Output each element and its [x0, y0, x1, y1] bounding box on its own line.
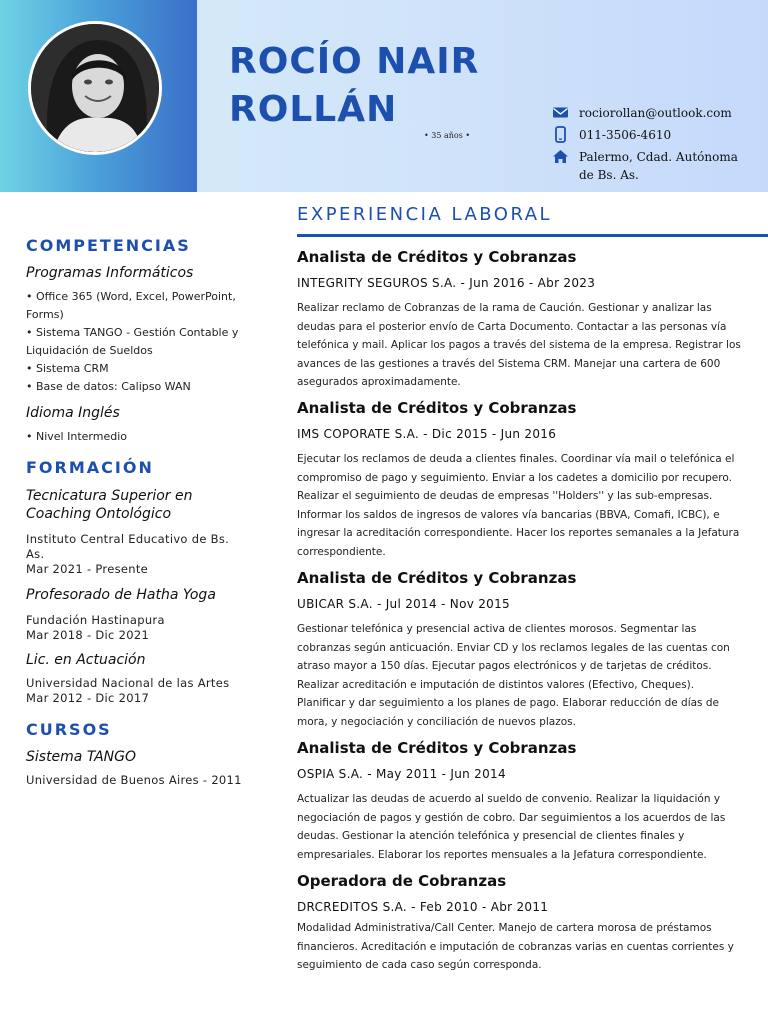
phone-icon	[552, 126, 569, 143]
list-item: • Base de datos: Calipso WAN	[26, 380, 191, 393]
formacion-title: FORMACIÓN	[26, 458, 154, 477]
contact-email[interactable]: rociorollan@outlook.com	[579, 106, 732, 120]
formacion-item-title: Profesorado de Hatha Yoga	[26, 587, 216, 603]
job-description: Ejecutar los reclamos de deuda a clientes finales. Coordinar vía mail o telefónica el compromiso de pago y seguimiento. Enviar a los cadetes a domicilio por recupero. Realizar el seguimiento de deudas de empresas ''Holders'' y las sub-empresas. Informar los saldos de ingresos de valores vía bancarias (BBVA, Comafi, ICBC), e ingresar la acreditación correspondiente. Hacer los reportes semanales a la Jefatura correspondiente.	[297, 453, 740, 558]
job-entry	[297, 247, 745, 392]
left-column	[26, 236, 251, 788]
formacion-item-dates: Mar 2021 - Presente	[26, 562, 149, 576]
job-company: UBICAR S.A. - Jul 2014 - Nov 2015	[297, 597, 510, 611]
competencias-title: COMPETENCIAS	[26, 236, 191, 255]
contact-address	[579, 148, 738, 184]
name-line-1: ROCÍO NAIR	[229, 41, 480, 82]
job-entry	[297, 568, 745, 731]
formacion-item	[26, 487, 251, 577]
age-label: • 35 años •	[424, 131, 471, 140]
list-item: • Office 365 (Word, Excel, PowerPoint, Forms)	[26, 290, 236, 321]
formacion-item-title: Lic. en Actuación	[26, 652, 146, 668]
idioma-level: • Nivel Intermedio	[26, 430, 127, 443]
job-company: INTEGRITY SEGUROS S.A. - Jun 2016 - Abr 2023	[297, 276, 596, 290]
formacion-item	[26, 651, 251, 706]
programas-list	[26, 288, 251, 396]
job-entry	[297, 871, 745, 975]
curso-item-inst: Universidad de Buenos Aires - 2011	[26, 773, 242, 787]
job-title: Analista de Créditos y Cobranzas	[297, 739, 577, 757]
contact-phone-row	[552, 126, 762, 144]
job-company: OSPIA S.A. - May 2011 - Jun 2014	[297, 767, 506, 781]
job-entry	[297, 398, 745, 561]
job-description: Gestionar telefónica y presencial activa de clientes morosos. Segmentar las cobranzas según anticuación. Enviar CD y los reclamos legales de las cuentas con atraso mayor a 150 días. Ejecutar pagos electrónicos y de tarjetas de créditos. Realizar acreditación e imputación de distintos valores (Efectivo, Cheques). Planificar y dar seguimiento a los planes de pago. Elaborar reducción de días de mora, y negociación y conciliación de nuevos plazos.	[297, 623, 730, 728]
avatar	[28, 21, 162, 155]
curso-item	[26, 748, 251, 788]
address-line-1: Palermo, Cdad. Autónoma	[579, 150, 738, 164]
cursos-title: CURSOS	[26, 720, 112, 739]
candidate-name	[229, 38, 479, 134]
contact-address-row	[552, 148, 762, 184]
job-entry	[297, 738, 745, 864]
experiencia-title: EXPERIENCIA LABORAL	[297, 204, 553, 225]
formacion-item-title: Tecnicatura Superior en Coaching Ontológico	[26, 488, 193, 522]
formacion-item-inst: Universidad Nacional de las Artes	[26, 676, 230, 690]
contact-block	[552, 104, 762, 188]
programas-title: Programas Informáticos	[26, 265, 194, 281]
idioma-title: Idioma Inglés	[26, 405, 120, 421]
formacion-item	[26, 586, 251, 643]
name-line-2: ROLLÁN	[229, 89, 398, 130]
contact-phone[interactable]: 011-3506-4610	[579, 128, 672, 142]
formacion-item-dates: Mar 2012 - Dic 2017	[26, 691, 150, 705]
formacion-item-dates: Mar 2018 - Dic 2021	[26, 628, 150, 642]
job-title: Analista de Créditos y Cobranzas	[297, 248, 577, 266]
job-title: Analista de Créditos y Cobranzas	[297, 399, 577, 417]
home-icon	[552, 148, 569, 165]
list-item: • Sistema TANGO - Gestión Contable y Liquidación de Sueldos	[26, 326, 239, 357]
job-description: Realizar reclamo de Cobranzas de la rama de Caución. Gestionar y analizar las deudas para el posterior envío de Carta Documento. Contactar a las personas vía telefónica y mail. Aplicar los pagos a través del sistema de la empresa. Registrar los avances de las gestiones a través del Sistema CRM. Manejar una cartera de 600 asegurados aproximadamente.	[297, 302, 741, 388]
formacion-item-inst: Fundación Hastinapura	[26, 613, 165, 627]
contact-email-row	[552, 104, 762, 122]
job-title: Analista de Créditos y Cobranzas	[297, 569, 577, 587]
formacion-item-inst: Instituto Central Educativo de Bs. As.	[26, 532, 230, 561]
profile-photo-icon	[31, 24, 159, 152]
address-line-2: de Bs. As.	[579, 168, 639, 182]
job-title: Operadora de Cobranzas	[297, 872, 507, 890]
job-company: DRCREDITOS S.A. - Feb 2010 - Abr 2011	[297, 900, 549, 914]
job-description: Modalidad Administrativa/Call Center. Manejo de cartera morosa de préstamos financieros. Acreditación e imputación de cobranzas varias en cuentas corrientes y seguimiento de cada caso según corresponda.	[297, 922, 734, 971]
experience-header	[297, 202, 745, 228]
list-item: • Sistema CRM	[26, 362, 109, 375]
job-description: Actualizar las deudas de acuerdo al sueldo de convenio. Realizar la liquidación y negociación de pagos y gestión de cobro. Dar seguimientos a los acuerdos de las deudas. Gestionar la atención telefónica y presencial de clientes finales y empresariales. Elaborar los reportes mensuales a la Jefatura correspondiente.	[297, 793, 726, 861]
curso-item-title: Sistema TANGO	[26, 749, 137, 765]
divider	[297, 234, 768, 237]
job-company: IMS COPORATE S.A. - Dic 2015 - Jun 2016	[297, 427, 557, 441]
mail-icon	[552, 104, 569, 121]
